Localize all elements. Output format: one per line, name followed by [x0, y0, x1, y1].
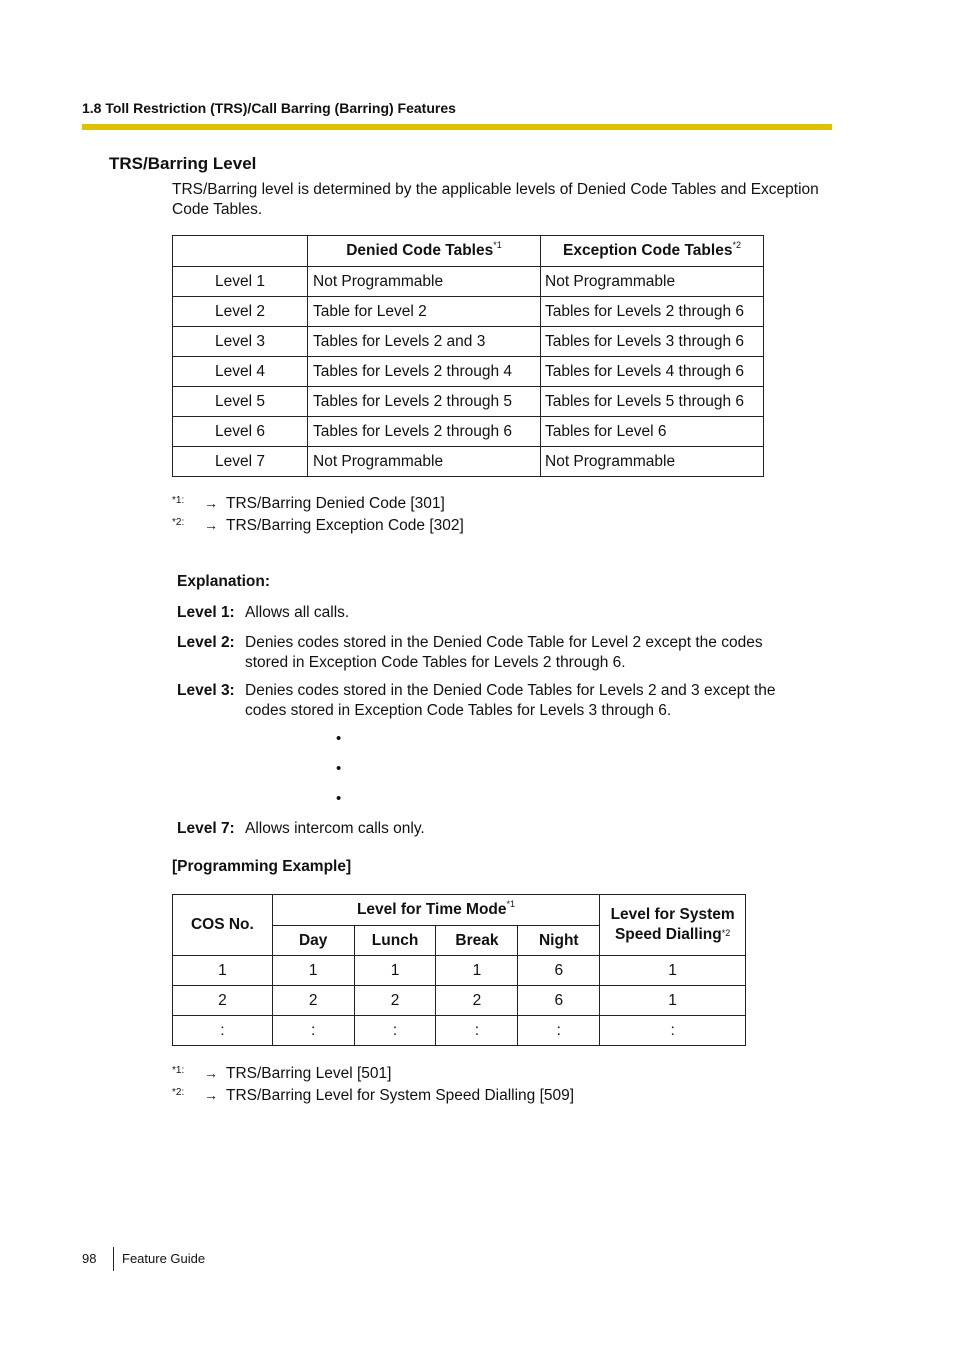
break-cell: 2 — [436, 986, 518, 1016]
footnote-mark: *1: — [172, 495, 185, 506]
speed-cell: 1 — [600, 956, 746, 986]
time-mode-header — [272, 895, 599, 926]
footnote-text[interactable]: TRS/Barring Level [501] — [226, 1065, 392, 1082]
explanation-key: Level 7: — [177, 820, 235, 837]
table-row — [173, 417, 764, 447]
footer-title: Feature Guide — [122, 1251, 206, 1266]
footnote-text[interactable]: TRS/Barring Denied Code [301] — [226, 495, 445, 512]
denied-cell: Tables for Levels 2 through 4 — [308, 357, 541, 387]
arrow-icon: → — [204, 495, 218, 511]
speed-cell: 1 — [600, 986, 746, 1016]
night-cell: 6 — [518, 956, 600, 986]
denied-cell: Not Programmable — [308, 447, 541, 477]
level-table-corner — [173, 236, 308, 267]
level-cell: Level 4 — [173, 357, 308, 387]
table-row — [173, 956, 746, 986]
cos-cell: 1 — [173, 956, 273, 986]
table-row — [173, 1016, 746, 1046]
explanation-title: Explanation: — [177, 573, 271, 590]
level-cell: Level 1 — [173, 267, 308, 297]
explanation-item — [177, 633, 805, 672]
explanation-item — [177, 819, 805, 839]
speed-dialling-line2: Speed Dialling — [614, 926, 722, 943]
table-row — [173, 357, 764, 387]
speed-dialling-line1: Level for System — [610, 906, 735, 923]
table-row — [173, 387, 764, 417]
exception-cell: Not Programmable — [541, 447, 764, 477]
ellipsis-bullet: • — [336, 790, 342, 807]
level-cell: Level 5 — [173, 387, 308, 417]
level-table-header — [173, 236, 764, 267]
footnote — [172, 517, 464, 535]
cos-header: COS No. — [173, 895, 273, 956]
intro-paragraph: TRS/Barring level is determined by the applicable levels of Denied Code Tables and Exception Code Tables. — [172, 181, 819, 218]
denied-cell: Tables for Levels 2 through 6 — [308, 417, 541, 447]
programming-header-row — [173, 895, 746, 926]
explanation-text: Denies codes stored in the Denied Code Tables for Levels 2 and 3 except the codes stored in Exception Code Tables for Levels 3 through 6. — [245, 682, 776, 719]
table-row — [173, 327, 764, 357]
explanation-text: Allows intercom calls only. — [245, 820, 425, 837]
table-row — [173, 267, 764, 297]
lunch-header: Lunch — [354, 926, 436, 956]
day-cell: : — [272, 1016, 354, 1046]
level-cell: Level 6 — [173, 417, 308, 447]
programming-example-title: [Programming Example] — [172, 858, 352, 875]
lunch-cell: 1 — [354, 956, 436, 986]
exception-cell: Tables for Level 6 — [541, 417, 764, 447]
denied-header-sup: *1 — [493, 240, 502, 250]
explanation-key: Level 3: — [177, 682, 235, 699]
footnote-mark: *2: — [172, 517, 185, 528]
ellipsis-bullet: • — [336, 730, 342, 747]
exception-cell: Tables for Levels 3 through 6 — [541, 327, 764, 357]
footnote — [172, 1087, 574, 1105]
day-header: Day — [272, 926, 354, 956]
day-cell: 2 — [272, 986, 354, 1016]
table-row — [173, 447, 764, 477]
page-number: 98 — [82, 1251, 97, 1266]
exception-header — [541, 236, 764, 267]
header-rule — [82, 124, 832, 130]
break-header: Break — [436, 926, 518, 956]
break-cell: 1 — [436, 956, 518, 986]
cos-cell: : — [173, 1016, 273, 1046]
footnote — [172, 495, 445, 513]
explanation-key: Level 1: — [177, 604, 235, 621]
day-cell: 1 — [272, 956, 354, 986]
night-cell: : — [518, 1016, 600, 1046]
denied-cell: Table for Level 2 — [308, 297, 541, 327]
footnote-mark: *1: — [172, 1065, 185, 1076]
exception-cell: Tables for Levels 4 through 6 — [541, 357, 764, 387]
table-row — [173, 297, 764, 327]
arrow-icon: → — [204, 1065, 218, 1081]
exception-cell: Not Programmable — [541, 267, 764, 297]
exception-cell: Tables for Levels 5 through 6 — [541, 387, 764, 417]
denied-cell: Not Programmable — [308, 267, 541, 297]
programming-table — [172, 894, 746, 1046]
explanation-text: Allows all calls. — [245, 604, 350, 621]
running-header: 1.8 Toll Restriction (TRS)/Call Barring (Barring) Features — [82, 100, 456, 116]
section-title: TRS/Barring Level — [109, 154, 257, 173]
footer-divider — [113, 1247, 114, 1271]
speed-cell: : — [600, 1016, 746, 1046]
footnote-text[interactable]: TRS/Barring Exception Code [302] — [226, 517, 464, 534]
arrow-icon: → — [204, 1087, 218, 1103]
denied-cell: Tables for Levels 2 and 3 — [308, 327, 541, 357]
level-cell: Level 7 — [173, 447, 308, 477]
footnote — [172, 1065, 391, 1083]
table-row — [173, 986, 746, 1016]
footnote-mark: *2: — [172, 1087, 185, 1098]
night-cell: 6 — [518, 986, 600, 1016]
break-cell: : — [436, 1016, 518, 1046]
denied-cell: Tables for Levels 2 through 5 — [308, 387, 541, 417]
explanation-item — [177, 681, 805, 720]
night-header: Night — [518, 926, 600, 956]
explanation-text: Denies codes stored in the Denied Code Table for Level 2 except the codes stored in Exception Code Tables for Levels 2 through 6. — [245, 634, 763, 671]
denied-header — [308, 236, 541, 267]
time-mode-label: Level for Time Mode — [356, 901, 507, 918]
arrow-icon: → — [204, 517, 218, 533]
level-cell: Level 3 — [173, 327, 308, 357]
exception-header-sup: *2 — [732, 240, 741, 250]
ellipsis-bullet: • — [336, 760, 342, 777]
speed-dialling-header — [600, 895, 746, 956]
lunch-cell: 2 — [354, 986, 436, 1016]
cos-cell: 2 — [173, 986, 273, 1016]
time-mode-sup: *1 — [506, 899, 516, 909]
explanation-item — [177, 603, 805, 623]
exception-header-label: Exception Code Tables — [563, 242, 733, 259]
level-table — [172, 235, 764, 477]
footnote-text[interactable]: TRS/Barring Level for System Speed Dialling [509] — [226, 1087, 575, 1104]
lunch-cell: : — [354, 1016, 436, 1046]
explanation-key: Level 2: — [177, 634, 235, 651]
speed-dialling-sup: *2 — [721, 928, 731, 938]
denied-header-label: Denied Code Tables — [346, 242, 494, 259]
level-cell: Level 2 — [173, 297, 308, 327]
exception-cell: Tables for Levels 2 through 6 — [541, 297, 764, 327]
